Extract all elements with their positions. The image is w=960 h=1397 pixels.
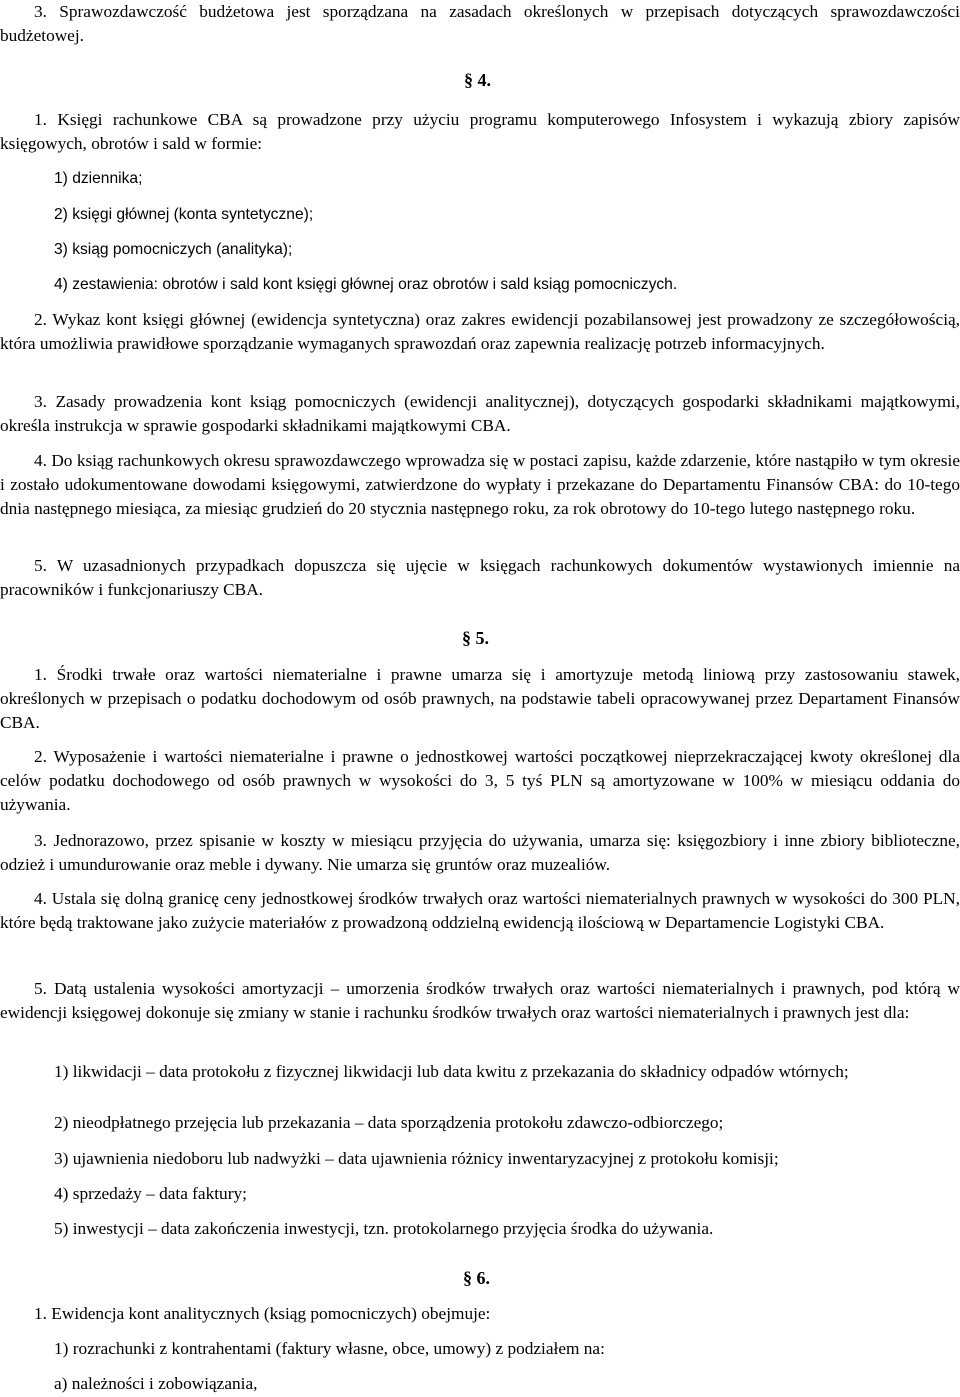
s6-paragraph-1: 1. Ewidencja kont analitycznych (ksiąg pomocniczych) obejmuje: <box>34 1304 491 1323</box>
section-heading-5: § 5. <box>462 628 489 648</box>
s4-list-item-4: 4) zestawienia: obrotów i sald kont księgi głównej oraz obrotów i sald ksiąg pomocniczych. <box>54 276 678 293</box>
s5-paragraph-5: 5. Datą ustalenia wysokości amortyzacji – umorzenia środków trwałych oraz wartości niematerialnych i prawnych, pod którą w ewidencji księgowej dokonuje się zmiany w stanie i rachunku środków trwałych oraz wartości niematerialnych i prawnych jest dla: <box>0 979 960 1022</box>
s6-list-item-1: 1) rozrachunki z kontrahentami (faktury własne, obce, umowy) z podziałem na: <box>54 1339 605 1358</box>
s5-list-item-5: 5) inwestycji – data zakończenia inwestycji, tzn. protokolarnego przyjęcia środka do używania. <box>54 1219 714 1238</box>
s4-paragraph-1: 1. Księgi rachunkowe CBA są prowadzone przy użyciu programu komputerowego Infosystem i wykazują zbiory zapisów księgowych, obrotów i sald w formie: <box>0 110 960 153</box>
s4-list-item-1: 1) dziennika; <box>54 170 143 187</box>
s6-list-item-1a: a) należności i zobowiązania, <box>54 1374 258 1393</box>
s5-list-item-3: 3) ujawnienia niedoboru lub nadwyżki – data ujawnienia różnicy inwentaryzacyjnej z protokołu komisji; <box>54 1149 779 1168</box>
s4-list-item-2: 2) księgi głównej (konta syntetyczne); <box>54 206 314 223</box>
section-heading-6: § 6. <box>463 1268 490 1288</box>
s5-paragraph-3: 3. Jednorazowo, przez spisanie w koszty w miesiącu przyjęcia do używania, umarza się: księgozbiory i inne zbiory biblioteczne, odzież i umundurowanie oraz meble i dywany. Nie umarza się gruntów oraz muzealiów. <box>0 831 960 874</box>
s5-list-item-4: 4) sprzedaży – data faktury; <box>54 1184 247 1203</box>
s4-paragraph-5: 5. W uzasadnionych przypadkach dopuszcza się ujęcie w księgach rachunkowych dokumentów wystawionych imiennie na pracowników i funkcjonariuszy CBA. <box>0 556 960 599</box>
s5-list-item-2: 2) nieodpłatnego przejęcia lub przekazania – data sporządzenia protokołu zdawczo-odbiorczego; <box>54 1113 724 1132</box>
section-heading-4: § 4. <box>464 70 491 90</box>
s5-paragraph-1: 1. Środki trwałe oraz wartości niematerialne i prawne umarza się i amortyzuje metodą liniową przy zastosowaniu stawek, określonych w przepisach o podatku dochodowym od osób prawnych, na podstawie tabeli opracowywanej przez Departament Finansów CBA. <box>0 665 960 732</box>
s5-paragraph-4: 4. Ustala się dolną granicę ceny jednostkowej środków trwałych oraz wartości niematerialnych prawnych w wysokości do 300 PLN, które będą traktowane jako zużycie materiałów z prowadzoną oddzielną ewidencją ilościową w Departamencie Logistyki CBA. <box>0 889 960 932</box>
s5-list-item-1: 1) likwidacji – data protokołu z fizycznej likwidacji lub data kwitu z przekazania do składnicy odpadów wtórnych; <box>54 1062 849 1081</box>
s4-list-item-3: 3) ksiąg pomocniczych (analityka); <box>54 241 293 258</box>
s4-paragraph-2: 2. Wykaz kont księgi głównej (ewidencja syntetyczna) oraz zakres ewidencji pozabilansowej jest prowadzony ze szczegółowością, która umożliwia prawidłowe sporządzanie wymaganych sprawozdań oraz zapewnia realizację potrzeb informacyjnych. <box>0 310 960 353</box>
paragraph-intro-3: 3. Sprawozdawczość budżetowa jest sporządzana na zasadach określonych w przepisach dotyczących sprawozdawczości budżetowej. <box>0 2 960 45</box>
s5-paragraph-2: 2. Wyposażenie i wartości niematerialne i prawne o jednostkowej wartości początkowej nieprzekraczającej kwoty określonej dla celów podatku dochodowego od osób prawnych w wysokości do 3, 5 tyś PLN są amortyzowane w 100% w miesiącu oddania do używania. <box>0 747 960 814</box>
s4-paragraph-3: 3. Zasady prowadzenia kont ksiąg pomocniczych (ewidencji analitycznej), dotyczących gospodarki składnikami majątkowymi, określa instrukcja w sprawie gospodarki składnikami majątkowymi CBA. <box>0 392 960 435</box>
s4-paragraph-4: 4. Do ksiąg rachunkowych okresu sprawozdawczego wprowadza się w postaci zapisu, każde zdarzenie, które nastąpiło w tym okresie i zostało udokumentowane dowodami księgowymi, zatwierdzone do wypłaty i przekazane do Departamentu Finansów CBA: do 10-tego dnia następnego miesiąca, za miesiąc grudzień do 20 stycznia następnego roku, za rok obrotowy do 10-tego lutego następnego roku. <box>0 451 960 518</box>
